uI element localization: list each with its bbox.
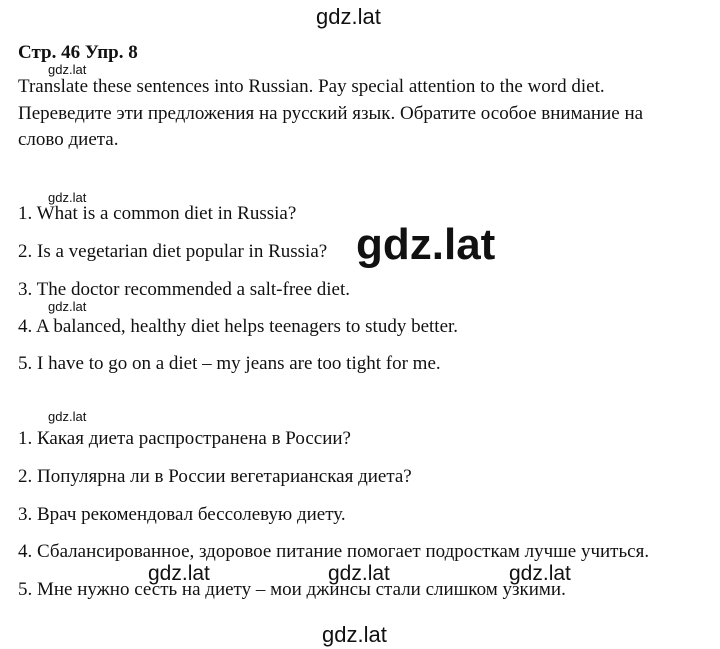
english-sentence-4: 4. A balanced, healthy diet helps teenagers to study better. xyxy=(18,316,459,337)
russian-sentence-4: 4. Сбалансированное, здоровое питание помогает подросткам лучше учиться. xyxy=(18,541,650,562)
watermark-top: gdz.lat xyxy=(316,4,381,29)
watermark-small-1: gdz.lat xyxy=(48,62,87,77)
english-sentence-3: 3. The doctor recommended a salt-free diet. xyxy=(18,279,351,300)
english-sentence-1: 1. What is a common diet in Russia? xyxy=(18,203,297,224)
russian-sentence-2: 2. Популярна ли в России вегетарианская диета? xyxy=(18,466,412,487)
russian-sentence-1: 1. Какая диета распространена в России? xyxy=(18,428,351,449)
russian-sentence-3: 3. Врач рекомендовал бессолевую диету. xyxy=(18,504,346,525)
task-line-1: Translate these sentences into Russian. Pay special attention to the word diet. xyxy=(18,76,605,97)
page-title: Стр. 46 Упр. 8 xyxy=(18,42,138,63)
task-line-3: слово диета. xyxy=(18,129,119,150)
english-sentence-2: 2. Is a vegetarian diet popular in Russia? xyxy=(18,241,328,262)
watermark-small-4: gdz.lat xyxy=(48,409,87,424)
watermark-small-2: gdz.lat xyxy=(48,190,87,205)
watermark-small-3: gdz.lat xyxy=(48,299,87,314)
russian-sentence-5: 5. Мне нужно сесть на диету – мои джинсы стали слишком узкими. xyxy=(18,579,566,600)
watermark-footer: gdz.lat xyxy=(322,622,387,647)
task-line-2: Переведите эти предложения на русский язык. Обратите особое внимание на xyxy=(18,103,644,124)
watermark-large: gdz.lat xyxy=(356,220,496,269)
english-sentence-5: 5. I have to go on a diet – my jeans are too tight for me. xyxy=(18,353,441,374)
watermark-bottom-3: gdz.lat xyxy=(509,562,571,585)
watermark-bottom-2: gdz.lat xyxy=(328,562,390,585)
watermark-bottom-1: gdz.lat xyxy=(148,562,210,585)
